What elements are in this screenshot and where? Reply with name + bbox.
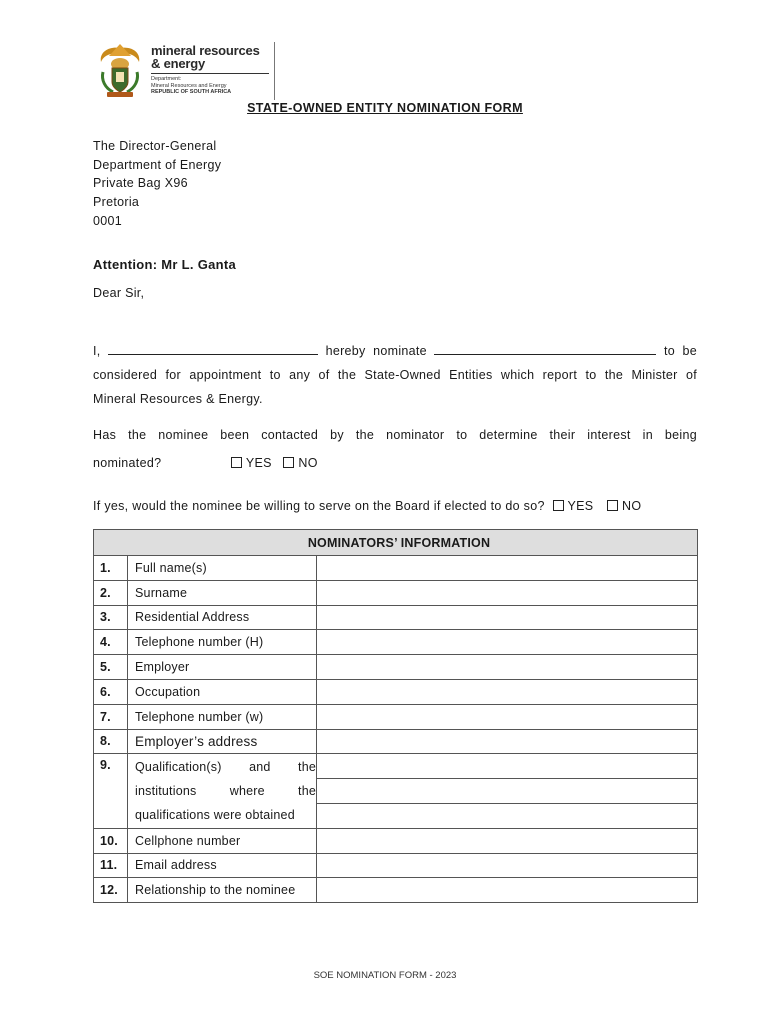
question1-yes-checkbox[interactable] — [231, 457, 242, 468]
table-heading-row — [94, 530, 698, 556]
address-line: Department of Energy — [93, 157, 222, 172]
qualifications-field-1[interactable] — [317, 754, 698, 779]
email-field[interactable] — [317, 853, 698, 878]
occupation-field[interactable] — [317, 679, 698, 704]
work-telephone-field[interactable] — [317, 704, 698, 729]
question1-no-checkbox[interactable] — [283, 457, 294, 468]
table-row: 8. Employer’s address — [94, 729, 698, 754]
logo-dept-label: Department: — [151, 76, 182, 82]
logo-divider — [274, 42, 275, 100]
residential-address-field[interactable] — [317, 605, 698, 630]
nomination-line-1: I, hereby nominate to be — [93, 344, 698, 358]
logo-dept-name: Mineral Resources and Energy — [151, 82, 227, 89]
table-row: 2. Surname — [94, 580, 698, 605]
question2-line: If yes, would the nominee be willing to serve on the Board if elected to do so? YES NO — [93, 499, 642, 513]
full-names-field[interactable] — [317, 556, 698, 581]
table-row: 7. Telephone number (w) — [94, 704, 698, 729]
logo-title-line1: mineral resources — [151, 43, 260, 58]
address-line: Pretoria — [93, 195, 140, 210]
table-row: 9. Qualification(s) and the institutions where the qualifications were obtained — [94, 754, 698, 779]
surname-field[interactable] — [317, 580, 698, 605]
coat-of-arms-icon — [95, 42, 145, 98]
question2-no-checkbox[interactable] — [607, 500, 618, 511]
nomination-line-3: Mineral Resources & Energy. — [93, 392, 263, 406]
table-heading: NOMINATORS’ INFORMATION — [94, 530, 698, 556]
question1-no-label: NO — [298, 456, 318, 470]
employer-address-field[interactable] — [317, 729, 698, 754]
salutation: Dear Sir, — [93, 286, 145, 300]
address-block — [93, 137, 221, 231]
question2-no-label: NO — [622, 499, 642, 513]
address-line: Private Bag X96 — [93, 176, 188, 191]
logo-country: REPUBLIC OF SOUTH AFRICA — [151, 89, 232, 95]
qualifications-field-2[interactable] — [317, 779, 698, 804]
question2-yes-label: YES — [567, 499, 594, 513]
cellphone-field[interactable] — [317, 828, 698, 853]
address-line: 0001 — [93, 213, 123, 228]
table-row: 11. Email address — [94, 853, 698, 878]
question1-line-1: Has the nominee been contacted by the nominator to determine their interest in being — [93, 428, 697, 442]
logo-title-line2: & energy — [151, 56, 206, 71]
question1-yes-label: YES — [245, 456, 272, 470]
table-row: 6. Occupation — [94, 679, 698, 704]
employer-field[interactable] — [317, 655, 698, 680]
form-title: STATE-OWNED ENTITY NOMINATION FORM — [247, 101, 523, 115]
page-footer: SOE NOMINATION FORM - 2023 — [313, 970, 457, 981]
address-line: The Director-General — [93, 139, 217, 153]
table-row: 10. Cellphone number — [94, 828, 698, 853]
question2-yes-checkbox[interactable] — [553, 500, 564, 511]
table-row: 5. Employer — [94, 655, 698, 680]
question1-line-2: nominated? YES NO — [93, 456, 318, 470]
nomination-line-2: considered for appointment to any of the State-Owned Entities which report to the Minister of — [93, 368, 697, 382]
nominators-information-table — [93, 529, 698, 903]
table-row: 1. Full name(s) — [94, 556, 698, 581]
qualifications-field-3[interactable] — [317, 803, 698, 828]
table-row: 4. Telephone number (H) — [94, 630, 698, 655]
nominator-name-blank[interactable] — [108, 343, 318, 355]
home-telephone-field[interactable] — [317, 630, 698, 655]
department-logo — [95, 40, 285, 102]
table-row: 12. Relationship to the nominee — [94, 878, 698, 903]
nominee-name-blank[interactable] — [434, 343, 656, 355]
relationship-field[interactable] — [317, 878, 698, 903]
table-row: 3. Residential Address — [94, 605, 698, 630]
attention-line: Attention: Mr L. Ganta — [93, 257, 237, 272]
